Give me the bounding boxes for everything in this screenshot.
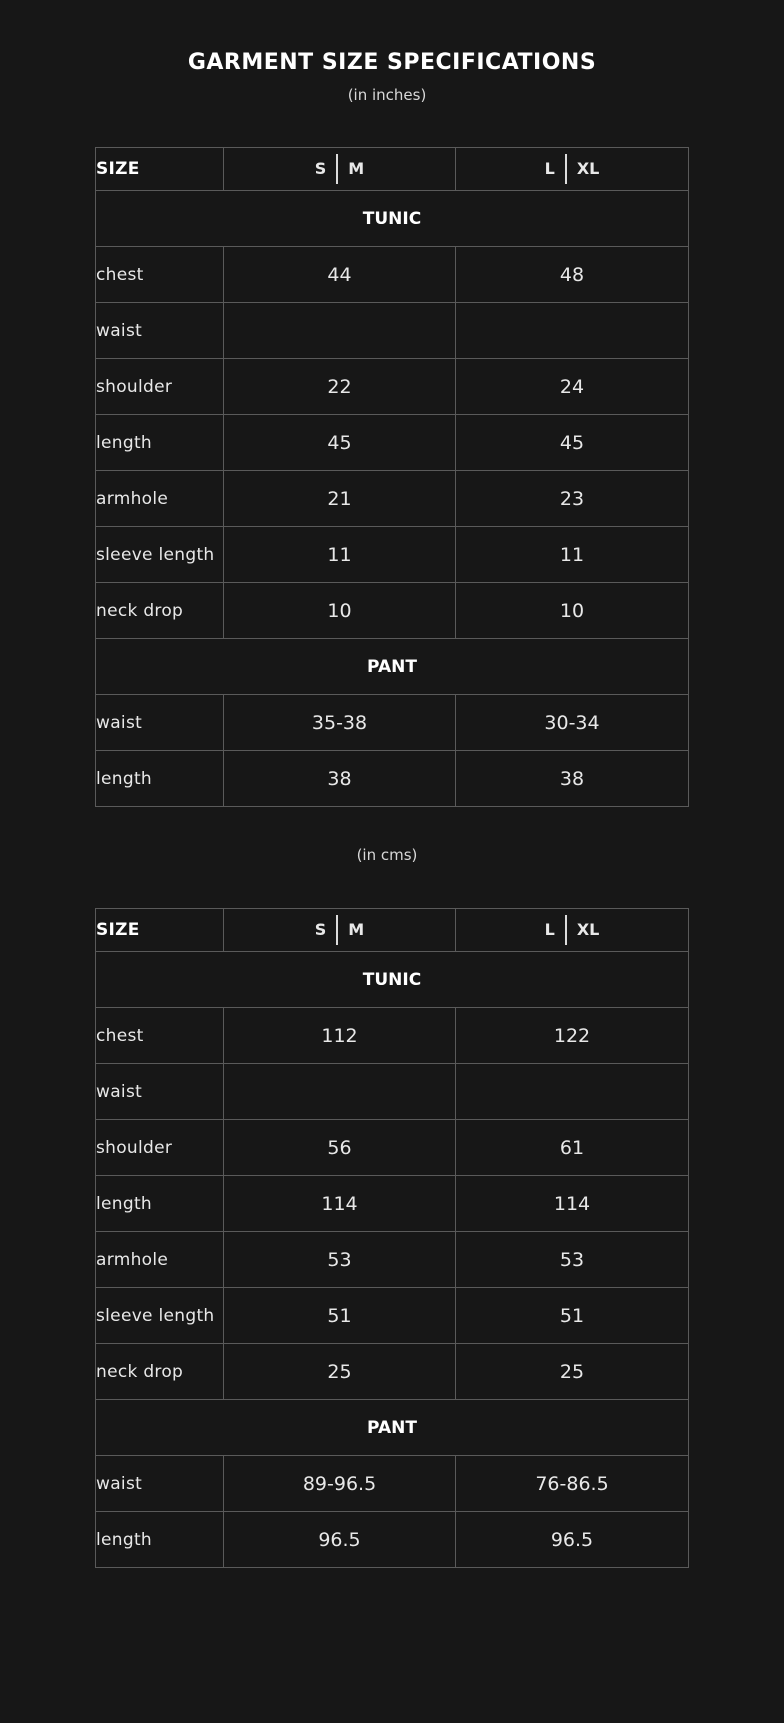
value-l-xl bbox=[456, 1064, 689, 1120]
measure-label: sleeve length bbox=[96, 527, 224, 583]
size-xl: XL bbox=[576, 919, 600, 939]
value-s-m: 22 bbox=[224, 359, 456, 415]
measure-label: waist bbox=[96, 303, 224, 359]
size-table-inches bbox=[95, 147, 689, 807]
measure-label: length bbox=[96, 751, 224, 807]
table-row bbox=[96, 583, 689, 639]
value-s-m bbox=[224, 1064, 456, 1120]
table-row bbox=[96, 1064, 689, 1120]
size-divider bbox=[336, 154, 338, 184]
table-row bbox=[96, 471, 689, 527]
table-row bbox=[96, 303, 689, 359]
value-s-m: 25 bbox=[224, 1344, 456, 1400]
value-l-xl bbox=[456, 303, 689, 359]
table-row bbox=[96, 1344, 689, 1400]
value-s-m: 10 bbox=[224, 583, 456, 639]
measure-label: length bbox=[96, 1512, 224, 1568]
value-l-xl: 96.5 bbox=[456, 1512, 689, 1568]
size-divider bbox=[565, 154, 567, 184]
size-divider bbox=[565, 915, 567, 945]
section-title-tunic: TUNIC bbox=[96, 952, 689, 1008]
size-header: SIZE bbox=[96, 909, 224, 952]
measure-label: length bbox=[96, 415, 224, 471]
size-s: S bbox=[314, 158, 327, 178]
measure-label: chest bbox=[96, 247, 224, 303]
section-row-pant bbox=[96, 639, 689, 695]
value-s-m: 35-38 bbox=[224, 695, 456, 751]
value-l-xl: 10 bbox=[456, 583, 689, 639]
measure-label: chest bbox=[96, 1008, 224, 1064]
table-row bbox=[96, 415, 689, 471]
section-title-pant: PANT bbox=[96, 639, 689, 695]
measure-label: shoulder bbox=[96, 1120, 224, 1176]
value-s-m: 53 bbox=[224, 1232, 456, 1288]
table-row bbox=[96, 247, 689, 303]
table-row bbox=[96, 1456, 689, 1512]
value-l-xl: 38 bbox=[456, 751, 689, 807]
section-row-pant bbox=[96, 1400, 689, 1456]
value-l-xl: 45 bbox=[456, 415, 689, 471]
measure-label: armhole bbox=[96, 1232, 224, 1288]
value-l-xl: 76-86.5 bbox=[456, 1456, 689, 1512]
value-s-m: 89-96.5 bbox=[224, 1456, 456, 1512]
table-row bbox=[96, 1288, 689, 1344]
measure-label: neck drop bbox=[96, 583, 224, 639]
size-l-xl-header bbox=[456, 148, 689, 191]
value-s-m: 11 bbox=[224, 527, 456, 583]
measure-label: waist bbox=[96, 1456, 224, 1512]
size-table-cms bbox=[95, 908, 689, 1568]
section-row-tunic bbox=[96, 191, 689, 247]
value-l-xl: 23 bbox=[456, 471, 689, 527]
header-row bbox=[96, 148, 689, 191]
size-header: SIZE bbox=[96, 148, 224, 191]
page-title: GARMENT SIZE SPECIFICATIONS bbox=[187, 50, 597, 75]
table-row bbox=[96, 1120, 689, 1176]
size-m: M bbox=[348, 158, 365, 178]
section-title-tunic: TUNIC bbox=[96, 191, 689, 247]
value-s-m: 45 bbox=[224, 415, 456, 471]
size-divider bbox=[336, 915, 338, 945]
value-s-m: 114 bbox=[224, 1176, 456, 1232]
measure-label: sleeve length bbox=[96, 1288, 224, 1344]
size-l-xl-header bbox=[456, 909, 689, 952]
value-s-m: 38 bbox=[224, 751, 456, 807]
measure-label: length bbox=[96, 1176, 224, 1232]
value-l-xl: 11 bbox=[456, 527, 689, 583]
table-row bbox=[96, 1512, 689, 1568]
value-l-xl: 51 bbox=[456, 1288, 689, 1344]
unit-label-cms: (in cms) bbox=[356, 846, 418, 864]
measure-label: armhole bbox=[96, 471, 224, 527]
table-row bbox=[96, 1232, 689, 1288]
table-row bbox=[96, 359, 689, 415]
measure-label: shoulder bbox=[96, 359, 224, 415]
value-s-m: 21 bbox=[224, 471, 456, 527]
size-s: S bbox=[314, 919, 327, 939]
table-row bbox=[96, 695, 689, 751]
value-l-xl: 53 bbox=[456, 1232, 689, 1288]
table-row bbox=[96, 1176, 689, 1232]
table-row bbox=[96, 1008, 689, 1064]
value-s-m: 44 bbox=[224, 247, 456, 303]
measure-label: waist bbox=[96, 695, 224, 751]
table-row bbox=[96, 527, 689, 583]
value-l-xl: 24 bbox=[456, 359, 689, 415]
section-title-pant: PANT bbox=[96, 1400, 689, 1456]
size-s-m-header bbox=[224, 148, 456, 191]
size-xl: XL bbox=[576, 158, 600, 178]
size-l: L bbox=[544, 919, 555, 939]
header-row bbox=[96, 909, 689, 952]
value-l-xl: 114 bbox=[456, 1176, 689, 1232]
value-s-m: 56 bbox=[224, 1120, 456, 1176]
value-l-xl: 30-34 bbox=[456, 695, 689, 751]
value-s-m: 51 bbox=[224, 1288, 456, 1344]
value-l-xl: 25 bbox=[456, 1344, 689, 1400]
table-row bbox=[96, 751, 689, 807]
value-l-xl: 61 bbox=[456, 1120, 689, 1176]
value-l-xl: 48 bbox=[456, 247, 689, 303]
measure-label: waist bbox=[96, 1064, 224, 1120]
value-s-m: 96.5 bbox=[224, 1512, 456, 1568]
section-row-tunic bbox=[96, 952, 689, 1008]
unit-label-inches: (in inches) bbox=[347, 86, 427, 104]
size-l: L bbox=[544, 158, 555, 178]
value-s-m: 112 bbox=[224, 1008, 456, 1064]
size-m: M bbox=[348, 919, 365, 939]
value-l-xl: 122 bbox=[456, 1008, 689, 1064]
size-s-m-header bbox=[224, 909, 456, 952]
measure-label: neck drop bbox=[96, 1344, 224, 1400]
value-s-m bbox=[224, 303, 456, 359]
